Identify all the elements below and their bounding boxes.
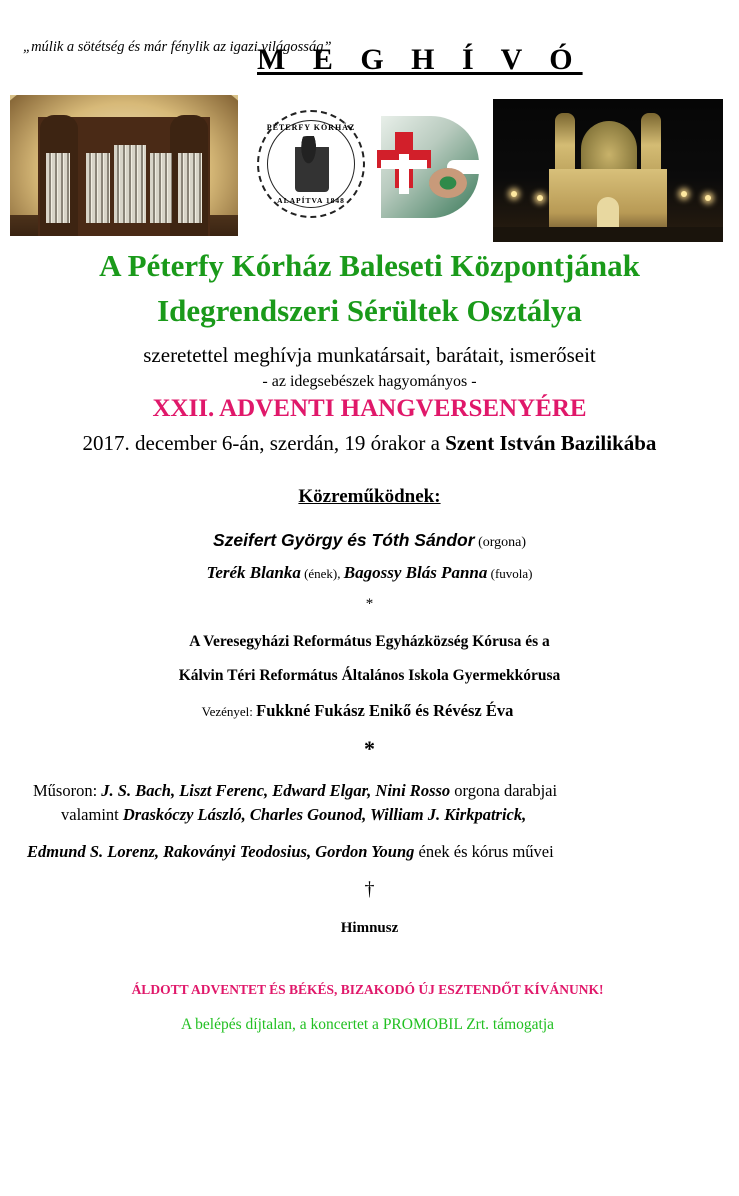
- conductor-label: Vezényel:: [201, 704, 257, 719]
- choir-line1: A Veresegyházi Református Egyházközség Kórusa és a: [189, 633, 550, 650]
- separator-asterisk-1: *: [365, 596, 374, 612]
- program-line3: [27, 842, 554, 862]
- program-composers1: J. S. Bach, Liszt Ferenc, Edward Elgar, Nini Rosso: [101, 781, 451, 800]
- performers-heading: Közreműködnek:: [298, 486, 441, 507]
- seal-bottom-text: ALAPÍTVA 1848: [277, 196, 345, 205]
- program-suffix3: ének és kórus művei: [414, 842, 554, 861]
- conductor-names: Fukkné Fukász Enikő és Révész Éva: [256, 701, 514, 720]
- conductor-line: [0, 701, 727, 721]
- venue-text: Szent István Bazilikába: [445, 431, 657, 455]
- organ-photo: [10, 95, 238, 236]
- organists-names: Szeifert György és Tóth Sándor: [212, 530, 475, 550]
- hand-icon: [429, 168, 467, 198]
- dagger-cross-icon: †: [364, 878, 375, 900]
- invitation-title: M E G H Í V Ó: [257, 43, 583, 76]
- motto-quote: „múlik a sötétség és már fénylik az igazi világosság”: [23, 39, 332, 55]
- peterfy-seal-logo: [257, 110, 365, 218]
- organists-role: (orgona): [474, 535, 527, 550]
- flutist-name: Bagossy Blás Panna: [343, 563, 488, 582]
- program-line1: [33, 781, 557, 801]
- soloists-line: [0, 563, 739, 583]
- entry-sponsor-text: A belépés díjtalan, a koncertet a PROMOBIL Zrt. támogatja: [180, 1016, 555, 1033]
- statue-figure-icon: [295, 136, 329, 192]
- program-suffix1: orgona darabjai: [450, 781, 558, 800]
- organizer-line1: A Péterfy Kórház Baleseti Központjának: [99, 248, 640, 283]
- concert-title: XXII. ADVENTI HANGVERSENYÉRE: [152, 395, 587, 422]
- blessing-text: ÁLDOTT ADVENTET ÉS BÉKÉS, BIZAKODÓ ÚJ ESZTENDŐT KÍVÁNUNK!: [131, 982, 604, 997]
- invitation-text: szeretettel meghívja munkatársait, barátait, ismerőseit: [143, 343, 596, 367]
- program-composers3: Edmund S. Lorenz, Rakoványi Teodosius, Gordon Young: [27, 842, 415, 861]
- separator-asterisk-2: *: [364, 736, 375, 761]
- seal-top-text: PÉTERFY KÓRHÁZ: [266, 123, 356, 132]
- date-text: 2017. december 6-án, szerdán, 19 órakor a: [82, 431, 446, 455]
- date-venue-line: [0, 431, 739, 456]
- program-label: Műsoron:: [33, 781, 102, 800]
- tradition-text: - az idegsebészek hagyományos -: [262, 373, 477, 390]
- singer-role: (ének),: [300, 566, 344, 581]
- singer-name: Terék Blanka: [206, 563, 301, 582]
- organizer-line2: Idegrendszeri Sérültek Osztálya: [157, 293, 582, 328]
- choir-line2: Kálvin Téri Református Általános Iskola Gyermekkórusa: [178, 667, 561, 684]
- program-composers2: Draskóczy László, Charles Gounod, William J. Kirkpatrick,: [122, 805, 527, 824]
- program-prefix2: valamint: [61, 805, 123, 824]
- anthem-text: Himnusz: [340, 920, 399, 936]
- organists-line: [0, 530, 739, 551]
- baleseti-kozpont-logo: [377, 116, 481, 218]
- basilica-photo: [493, 99, 723, 242]
- program-line2: [61, 805, 526, 825]
- flutist-role: (fuvola): [487, 566, 533, 581]
